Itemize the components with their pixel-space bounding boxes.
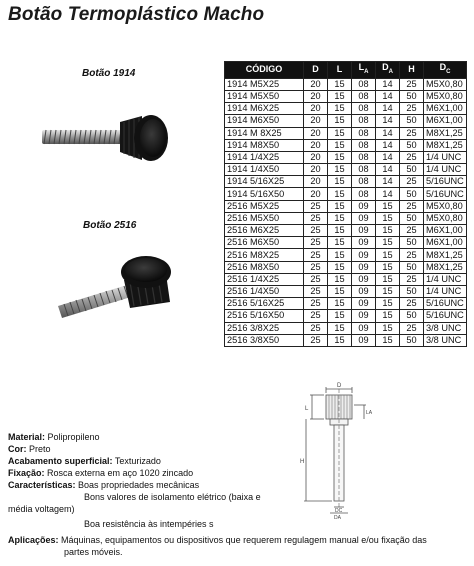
table-row (225, 212, 467, 224)
cell-l: 15 (328, 127, 352, 139)
header-la-text: L (358, 62, 365, 72)
cell-codigo: 2516 M8X50 (225, 261, 304, 273)
cell-dc: M5X0,80 (424, 200, 467, 212)
cell-l: 15 (328, 90, 352, 102)
table-row (225, 285, 467, 297)
cor-value: Preto (26, 444, 51, 454)
knob-1914-photo (36, 100, 186, 176)
cell-l: 15 (328, 273, 352, 285)
header-dc-text: D (439, 62, 447, 72)
cell-h: 25 (400, 127, 424, 139)
model-label-2516: Botão 2516 (83, 220, 137, 231)
cell-da: 14 (376, 188, 400, 200)
cell-h: 25 (400, 273, 424, 285)
cell-la: 09 (352, 285, 376, 297)
cell-dc: 3/8 UNC (424, 334, 467, 346)
cell-codigo: 1914 M5X25 (225, 78, 304, 90)
header-codigo-text: CÓDIGO (245, 64, 283, 75)
cell-h: 25 (400, 103, 424, 115)
table-row (225, 127, 467, 139)
cell-dc: M8X1,25 (424, 127, 467, 139)
cell-la: 08 (352, 103, 376, 115)
spec-caracteristicas (8, 479, 458, 491)
knob-2516-photo (40, 244, 180, 340)
header-d-text: D (312, 64, 319, 75)
cell-da: 15 (376, 310, 400, 322)
spec-table-body (225, 78, 467, 346)
cell-dc: M5X0,80 (424, 90, 467, 102)
header-dc-sub: C (446, 68, 451, 75)
dim-d-label: D (337, 383, 342, 389)
table-row (225, 176, 467, 188)
cell-d: 20 (304, 103, 328, 115)
cell-dc: 5/16UNC (424, 310, 467, 322)
acabamento-value: Texturizado (112, 456, 161, 466)
cell-h: 50 (400, 90, 424, 102)
cell-codigo: 2516 3/8X25 (225, 322, 304, 334)
cell-dc: M6X1,00 (424, 115, 467, 127)
cell-d: 20 (304, 127, 328, 139)
threaded-shaft-1914 (42, 130, 126, 144)
cor-label: Cor: (8, 444, 27, 454)
table-row (225, 225, 467, 237)
cell-dc: M8X1,25 (424, 261, 467, 273)
material-label: Material: (8, 432, 46, 442)
table-row (225, 273, 467, 285)
spec-header-row (225, 62, 467, 79)
acabamento-label: Acabamento superficial: (8, 456, 113, 466)
cell-d: 25 (304, 237, 328, 249)
cell-l: 15 (328, 151, 352, 163)
cell-h: 50 (400, 310, 424, 322)
cell-d: 25 (304, 322, 328, 334)
cell-l: 15 (328, 237, 352, 249)
cell-la: 09 (352, 322, 376, 334)
cell-l: 15 (328, 261, 352, 273)
dim-dc-label: DC (335, 508, 343, 514)
cell-da: 15 (376, 322, 400, 334)
cell-la: 09 (352, 334, 376, 346)
dim-l-label: L (305, 406, 309, 412)
cell-da: 14 (376, 127, 400, 139)
model-label-1914: Botão 1914 (82, 68, 136, 79)
cell-dc: 5/16UNC (424, 298, 467, 310)
cell-codigo: 1914 5/16X50 (225, 188, 304, 200)
spec-table-header (225, 62, 467, 79)
cell-dc: M5X0,80 (424, 78, 467, 90)
cell-h: 50 (400, 115, 424, 127)
table-row (225, 115, 467, 127)
cell-la: 09 (352, 200, 376, 212)
cell-dc: 3/8 UNC (424, 322, 467, 334)
table-row (225, 188, 467, 200)
cell-codigo: 1914 M 8X25 (225, 127, 304, 139)
table-row (225, 90, 467, 102)
cell-l: 15 (328, 322, 352, 334)
header-l (328, 62, 352, 79)
cell-codigo: 2516 M5X50 (225, 212, 304, 224)
cell-l: 15 (328, 78, 352, 90)
cell-la: 08 (352, 115, 376, 127)
cell-codigo: 1914 1/4X25 (225, 151, 304, 163)
cell-codigo: 1914 M6X25 (225, 103, 304, 115)
cell-l: 15 (328, 139, 352, 151)
header-la (352, 62, 376, 79)
cell-da: 15 (376, 200, 400, 212)
cell-h: 25 (400, 78, 424, 90)
cell-la: 08 (352, 176, 376, 188)
cell-da: 15 (376, 298, 400, 310)
fixacao-value: Rosca externa em aço 1020 zincado (44, 468, 194, 478)
cell-d: 25 (304, 200, 328, 212)
header-da-text: D (382, 62, 389, 72)
cell-d: 20 (304, 90, 328, 102)
dim-la-label: LA (366, 410, 373, 416)
cell-la: 08 (352, 139, 376, 151)
cell-h: 50 (400, 188, 424, 200)
spec-aplicacoes (8, 534, 458, 546)
cell-da: 15 (376, 261, 400, 273)
header-da (376, 62, 400, 79)
cell-d: 20 (304, 188, 328, 200)
spec-cor (8, 443, 458, 455)
cell-h: 50 (400, 261, 424, 273)
table-row (225, 103, 467, 115)
table-row (225, 139, 467, 151)
cell-l: 15 (328, 200, 352, 212)
spec-table (224, 61, 467, 347)
cell-la: 09 (352, 225, 376, 237)
cell-d: 20 (304, 151, 328, 163)
cell-da: 15 (376, 285, 400, 297)
cell-la: 09 (352, 310, 376, 322)
header-la-sub: A (364, 68, 369, 75)
cell-l: 15 (328, 298, 352, 310)
cell-l: 15 (328, 176, 352, 188)
cell-la: 08 (352, 78, 376, 90)
cell-codigo: 1914 5/16X25 (225, 176, 304, 188)
cell-codigo: 2516 5/16X25 (225, 298, 304, 310)
spec-caracteristicas-2: Bons valores de isolamento elétrico (baixa e (84, 492, 261, 502)
table-row (225, 249, 467, 261)
aplicacoes-value: Máquinas, equipamentos ou dispositivos que requerem regulagem manual e/ou fixação das (58, 535, 427, 545)
cell-da: 15 (376, 273, 400, 285)
dim-da-label: DA (334, 515, 341, 519)
cell-l: 15 (328, 115, 352, 127)
fixacao-label: Fixação: (8, 468, 45, 478)
header-h-text: H (408, 64, 415, 75)
cell-h: 50 (400, 237, 424, 249)
table-row (225, 237, 467, 249)
cell-d: 20 (304, 164, 328, 176)
cell-l: 15 (328, 249, 352, 261)
cell-d: 25 (304, 298, 328, 310)
spec-aplicacoes-2: partes móveis. (64, 547, 123, 557)
cell-dc: 1/4 UNC (424, 164, 467, 176)
cell-la: 09 (352, 212, 376, 224)
caracteristicas-item-1: Boas propriedades mecânicas (75, 480, 200, 490)
cell-da: 14 (376, 90, 400, 102)
caracteristicas-label: Características: (8, 480, 76, 490)
cell-d: 20 (304, 139, 328, 151)
cell-la: 08 (352, 90, 376, 102)
cell-l: 15 (328, 334, 352, 346)
cell-d: 25 (304, 310, 328, 322)
cell-dc: M8X1,25 (424, 139, 467, 151)
cell-d: 20 (304, 78, 328, 90)
table-row (225, 78, 467, 90)
cell-da: 15 (376, 225, 400, 237)
cell-da: 15 (376, 237, 400, 249)
aplicacoes-label: Aplicações: (8, 535, 59, 545)
table-row (225, 261, 467, 273)
cell-l: 15 (328, 103, 352, 115)
cell-h: 50 (400, 212, 424, 224)
cell-dc: 5/16UNC (424, 176, 467, 188)
cell-d: 25 (304, 249, 328, 261)
table-row (225, 164, 467, 176)
header-dc (424, 62, 467, 79)
cell-h: 50 (400, 164, 424, 176)
material-value: Polipropileno (45, 432, 100, 442)
threaded-shaft-2516 (58, 284, 134, 318)
cell-da: 14 (376, 164, 400, 176)
spec-material (8, 431, 458, 443)
cell-dc: M6X1,00 (424, 237, 467, 249)
cell-codigo: 1914 1/4X50 (225, 164, 304, 176)
table-row (225, 310, 467, 322)
header-codigo (225, 62, 304, 79)
cell-la: 09 (352, 273, 376, 285)
cell-dc: M8X1,25 (424, 249, 467, 261)
cell-la: 08 (352, 127, 376, 139)
cell-dc: 1/4 UNC (424, 273, 467, 285)
cell-d: 20 (304, 176, 328, 188)
knob-head-1914 (120, 115, 168, 161)
spec-fixacao (8, 467, 458, 479)
cell-d: 25 (304, 273, 328, 285)
cell-dc: M5X0,80 (424, 212, 467, 224)
header-h (400, 62, 424, 79)
cell-codigo: 2516 5/16X50 (225, 310, 304, 322)
cell-codigo: 2516 3/8X50 (225, 334, 304, 346)
cell-la: 09 (352, 298, 376, 310)
cell-da: 14 (376, 151, 400, 163)
cell-l: 15 (328, 225, 352, 237)
cell-d: 20 (304, 115, 328, 127)
cell-l: 15 (328, 164, 352, 176)
cell-codigo: 2516 1/4X50 (225, 285, 304, 297)
cell-da: 14 (376, 139, 400, 151)
cell-da: 15 (376, 212, 400, 224)
cell-la: 08 (352, 188, 376, 200)
cell-codigo: 2516 M6X25 (225, 225, 304, 237)
cell-codigo: 2516 1/4X25 (225, 273, 304, 285)
cell-la: 09 (352, 237, 376, 249)
table-row (225, 200, 467, 212)
page-title: Botão Termoplástico Macho (8, 4, 265, 25)
header-l-text: L (336, 64, 343, 75)
cell-l: 15 (328, 310, 352, 322)
table-row (225, 298, 467, 310)
cell-h: 25 (400, 322, 424, 334)
cell-dc: M6X1,00 (424, 225, 467, 237)
cell-d: 25 (304, 261, 328, 273)
cell-h: 50 (400, 334, 424, 346)
cell-h: 50 (400, 285, 424, 297)
cell-la: 09 (352, 249, 376, 261)
cell-dc: M6X1,00 (424, 103, 467, 115)
cell-da: 14 (376, 176, 400, 188)
cell-codigo: 2516 M5X25 (225, 200, 304, 212)
cell-dc: 1/4 UNC (424, 151, 467, 163)
spec-caracteristicas-2b: média voltagem) (8, 504, 75, 514)
cell-d: 25 (304, 212, 328, 224)
cell-codigo: 1914 M5X50 (225, 90, 304, 102)
table-row (225, 322, 467, 334)
cell-h: 25 (400, 249, 424, 261)
cell-da: 14 (376, 78, 400, 90)
cell-h: 50 (400, 139, 424, 151)
cell-dc: 5/16UNC (424, 188, 467, 200)
header-da-sub: A (388, 68, 393, 75)
table-row (225, 334, 467, 346)
cell-da: 15 (376, 334, 400, 346)
spec-caracteristicas-3: Boa resistência às intempéries s (84, 519, 214, 529)
cell-da: 14 (376, 103, 400, 115)
cell-codigo: 1914 M8X50 (225, 139, 304, 151)
cell-da: 15 (376, 249, 400, 261)
cell-h: 25 (400, 176, 424, 188)
table-row (225, 151, 467, 163)
cell-la: 08 (352, 164, 376, 176)
knob-head-2516 (121, 256, 171, 308)
cell-la: 08 (352, 151, 376, 163)
cell-d: 25 (304, 285, 328, 297)
cell-codigo: 2516 M8X25 (225, 249, 304, 261)
cell-h: 25 (400, 200, 424, 212)
cell-d: 25 (304, 225, 328, 237)
cell-l: 15 (328, 212, 352, 224)
cell-h: 25 (400, 298, 424, 310)
dim-h-label: H (300, 459, 305, 465)
cell-la: 09 (352, 261, 376, 273)
cell-dc: 1/4 UNC (424, 285, 467, 297)
cell-d: 25 (304, 334, 328, 346)
cell-codigo: 1914 M6X50 (225, 115, 304, 127)
cell-l: 15 (328, 188, 352, 200)
header-d (304, 62, 328, 79)
spec-acabamento (8, 455, 458, 467)
cell-l: 15 (328, 285, 352, 297)
cell-h: 25 (400, 225, 424, 237)
cell-h: 25 (400, 151, 424, 163)
cell-da: 14 (376, 115, 400, 127)
cell-codigo: 2516 M6X50 (225, 237, 304, 249)
